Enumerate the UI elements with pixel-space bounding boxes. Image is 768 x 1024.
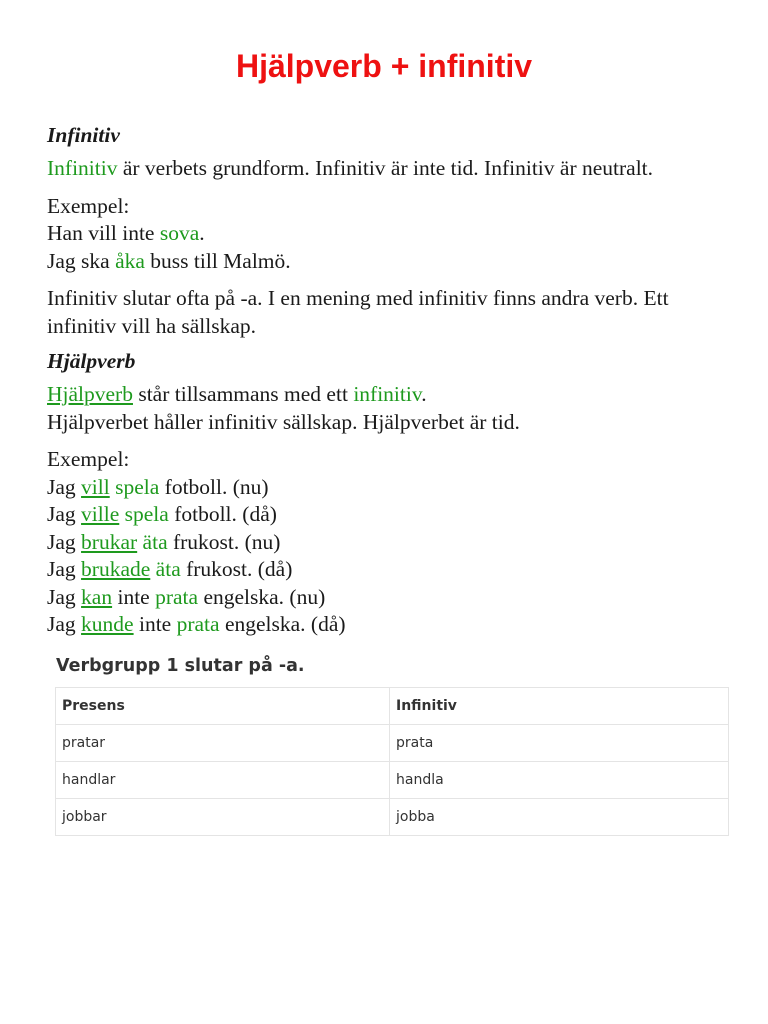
verb-table <box>55 687 729 836</box>
infinitiv-definition <box>47 155 737 183</box>
hjalpverb-definition <box>47 381 737 409</box>
hjalpverb-explanation: Hjälpverbet håller infinitiv sällskap. Hjälpverbet är tid. <box>47 409 520 434</box>
example-label: Exempel: <box>47 193 130 218</box>
table-cell: handlar <box>56 762 390 799</box>
infinitive-verb: spela <box>124 502 169 526</box>
auxiliary-verb: kan <box>81 584 113 609</box>
example-label: Exempel: <box>47 447 130 471</box>
table-caption: Verbgrupp 1 slutar på -a. <box>56 656 305 676</box>
example-text: fotboll. (nu) <box>159 474 269 499</box>
main-content <box>47 121 737 639</box>
column-header: Infinitiv <box>390 688 729 725</box>
example-text: frukost. (då) <box>180 557 293 581</box>
example-sentence <box>47 611 737 639</box>
subject-text: Jag <box>47 557 82 581</box>
auxiliary-verb: brukade <box>81 557 151 581</box>
section-heading-hjalpverb: Hjälpverb <box>47 349 136 373</box>
example-sentence <box>47 248 737 276</box>
table-row <box>56 762 729 799</box>
example-text: engelska. (nu) <box>198 584 326 609</box>
auxiliary-verb: kunde <box>81 612 134 636</box>
infinitive-verb: prata <box>155 584 199 609</box>
infinitive-verb: åka <box>115 248 145 273</box>
example-text: Jag ska <box>47 248 116 273</box>
example-sentence <box>47 474 737 502</box>
infinitiv-definition-text: är verbets grundform. Infinitiv är inte tid. Infinitiv är neutralt. <box>117 156 654 180</box>
example-sentence <box>47 584 737 612</box>
table-cell: pratar <box>56 725 390 762</box>
example-text: Han vill inte <box>47 221 160 245</box>
table-cell: prata <box>390 725 729 762</box>
example-text: engelska. (då) <box>219 612 346 636</box>
infinitive-verb: sova <box>159 221 200 245</box>
auxiliary-verb: vill <box>81 474 110 499</box>
example-sentence <box>47 556 737 584</box>
auxiliary-verb: ville <box>81 502 120 526</box>
example-sentence <box>47 220 737 248</box>
hjalpverb-term: Hjälpverb <box>47 382 133 406</box>
table-cell: handla <box>390 762 729 799</box>
negation-text: inte <box>117 584 156 609</box>
infinitive-verb: äta <box>142 529 168 554</box>
example-text: fotboll. (då) <box>168 502 277 526</box>
definition-text: . <box>421 382 427 406</box>
page-title: Hjälpverb + infinitiv <box>235 48 533 84</box>
table-cell: jobba <box>390 799 729 836</box>
infinitiv-examples <box>47 220 737 275</box>
infinitiv-term: infinitiv <box>353 382 422 406</box>
table-cell: jobbar <box>56 799 390 836</box>
example-text: frukost. (nu) <box>167 529 281 554</box>
example-text: . <box>199 221 205 245</box>
infinitive-verb: prata <box>176 612 220 636</box>
example-sentence <box>47 501 737 529</box>
example-text: buss till Malmö. <box>144 248 291 273</box>
verbgrupp-table-section <box>55 654 729 836</box>
table-header-row <box>56 688 729 725</box>
subject-text: Jag <box>47 529 82 554</box>
hjalpverb-examples <box>47 474 737 639</box>
infinitive-verb: spela <box>115 474 160 499</box>
infinitive-verb: äta <box>155 557 181 581</box>
table-row <box>56 725 729 762</box>
subject-text: Jag <box>47 584 82 609</box>
subject-text: Jag <box>47 474 82 499</box>
infinitiv-note: Infinitiv slutar ofta på -a. I en mening med infinitiv finns andra verb. Ett infinitiv vill ha sällskap. <box>47 286 669 338</box>
table-row <box>56 799 729 836</box>
negation-text: inte <box>138 612 177 636</box>
section-heading-infinitiv: Infinitiv <box>47 123 120 147</box>
column-header: Presens <box>56 688 390 725</box>
infinitiv-term: Infinitiv <box>47 156 118 180</box>
definition-text: står tillsammans med ett <box>132 382 354 406</box>
subject-text: Jag <box>47 612 82 636</box>
auxiliary-verb: brukar <box>81 529 138 554</box>
example-sentence <box>47 529 737 557</box>
subject-text: Jag <box>47 502 82 526</box>
